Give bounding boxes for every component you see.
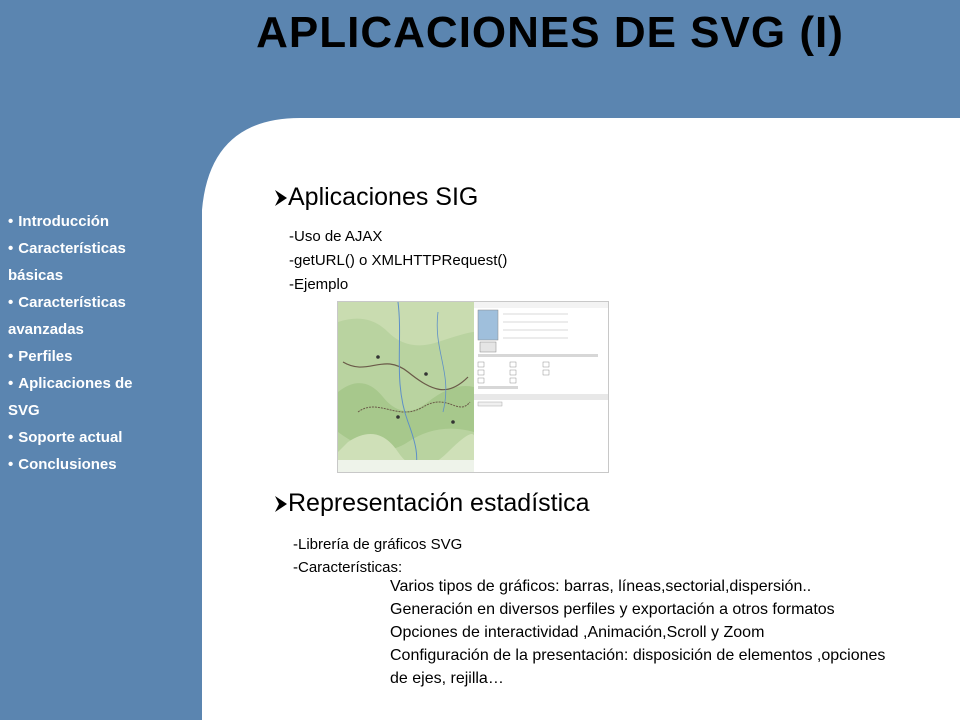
bullet-icon: •: [8, 213, 14, 230]
sidebar-item-label: Aplicaciones de: [18, 375, 133, 392]
sig-line: -getURL() o XMLHTTPRequest(): [289, 252, 508, 269]
sidebar-item-aplicaciones-svg[interactable]: [8, 370, 188, 397]
sidebar-item-caracteristicas-avanzadas-cont[interactable]: [8, 316, 188, 343]
section-heading-text: Aplicaciones SIG: [288, 183, 479, 211]
map-screenshot-icon: [338, 302, 608, 472]
sidebar-item-soporte-actual[interactable]: [8, 424, 188, 451]
sidebar-item-caracteristicas-basicas[interactable]: [8, 235, 188, 262]
section-heading-estadistica: [274, 489, 590, 518]
feature-item: Configuración de la presentación: disposición de elementos ,opciones: [390, 647, 886, 664]
bullet-icon: •: [8, 429, 14, 446]
sidebar-item-label: Introducción: [18, 213, 110, 230]
sidebar-item-label: Características: [18, 294, 126, 311]
sidebar-item-label: Características: [18, 240, 126, 257]
sidebar-item-label: Perfiles: [18, 348, 73, 365]
arrow-bullet-icon: [274, 189, 288, 207]
bullet-icon: •: [8, 456, 14, 473]
feature-item: Varios tipos de gráficos: barras, líneas,sectorial,dispersión..: [390, 578, 812, 595]
section-heading-sig: [274, 183, 478, 212]
feature-item: Generación en diversos perfiles y exportación a otros formatos: [390, 601, 835, 618]
sidebar-item-perfiles[interactable]: [8, 343, 188, 370]
sidebar-item-label: SVG: [8, 402, 40, 419]
estadistica-line: -Características:: [293, 559, 403, 576]
sig-details: [289, 225, 507, 297]
estadistica-line: -Librería de gráficos SVG: [293, 536, 463, 553]
sidebar-item-label: Soporte actual: [18, 429, 123, 446]
sidebar-nav: [8, 208, 188, 478]
features-list: [390, 575, 960, 690]
bullet-icon: •: [8, 294, 14, 311]
slide-title: APLICACIONES DE SVG (I): [256, 8, 844, 57]
sidebar-item-introduccion[interactable]: [8, 208, 188, 235]
feature-item: de ejes, rejilla…: [390, 670, 504, 687]
sidebar-item-label: básicas: [8, 267, 64, 284]
sig-line: -Uso de AJAX: [289, 228, 383, 245]
sig-line: -Ejemplo: [289, 276, 349, 293]
feature-item: Opciones de interactividad ,Animación,Scroll y Zoom: [390, 624, 765, 641]
sidebar-item-conclusiones[interactable]: [8, 451, 188, 478]
sidebar-item-label: Conclusiones: [18, 456, 117, 473]
arrow-bullet-icon: [274, 495, 288, 513]
estadistica-details: [293, 533, 462, 579]
sidebar-item-aplicaciones-svg-cont[interactable]: [8, 397, 188, 424]
section-heading-text: Representación estadística: [288, 489, 590, 517]
bullet-icon: •: [8, 348, 14, 365]
map-screenshot-image: [337, 301, 609, 473]
sidebar-item-caracteristicas-basicas-cont[interactable]: [8, 262, 188, 289]
bullet-icon: •: [8, 240, 14, 257]
sidebar-item-caracteristicas-avanzadas[interactable]: [8, 289, 188, 316]
sidebar-item-label: avanzadas: [8, 321, 84, 338]
bullet-icon: •: [8, 375, 14, 392]
